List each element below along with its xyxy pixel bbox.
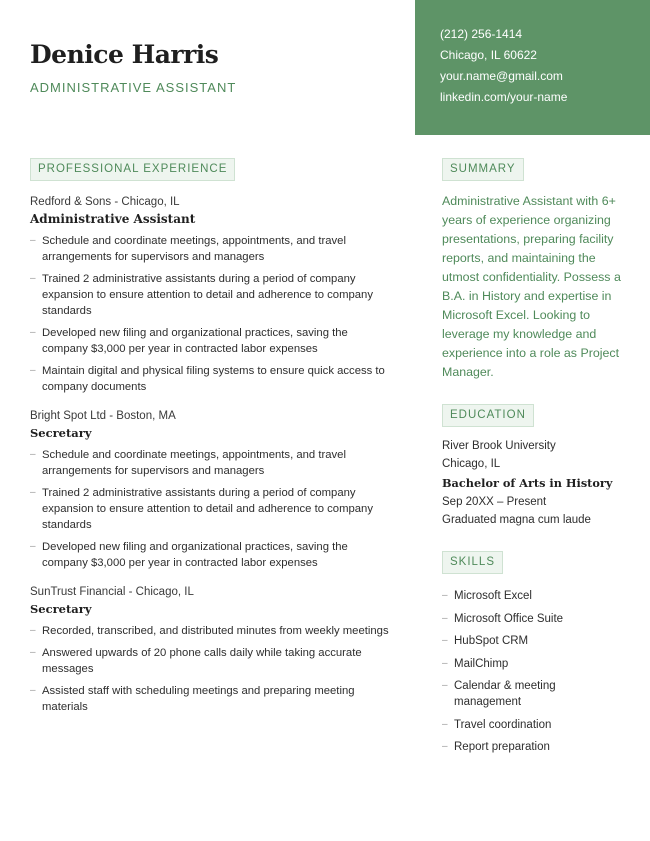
dash-icon: – [30,685,36,696]
experience-section [30,158,390,721]
job-company: Redford & Sons - Chicago, IL [30,196,180,208]
job-bullet [30,645,390,677]
dash-icon: – [442,718,448,730]
contact-email[interactable]: your.name@gmail.com [440,69,563,83]
job-bullet [30,623,390,639]
sidebar-column [442,158,622,762]
job-entry [30,585,390,715]
job-bullet [30,271,390,319]
education-section [442,404,622,529]
skills-section [442,551,622,755]
education-location: Chicago, IL [442,457,501,470]
dash-icon: – [30,235,36,246]
job-bullets [30,623,390,715]
contact-linkedin[interactable]: linkedin.com/your-name [440,90,568,104]
contact-location: Chicago, IL 60622 [440,48,537,62]
dash-icon: – [30,647,36,658]
skill-item [442,588,622,604]
job-bullet [30,485,390,533]
skill-item [442,717,622,733]
summary-heading: SUMMARY [442,158,524,181]
summary-section [442,158,622,382]
dash-icon: – [30,487,36,498]
skill-label: Travel coordination [454,718,552,731]
skill-item [442,678,622,710]
dash-icon: – [442,680,448,691]
skill-item [442,656,622,672]
skill-label: Calendar & meeting management [454,680,556,708]
job-bullet [30,539,390,571]
dash-icon: – [442,590,448,601]
job-bullet-text: Maintain digital and physical filing systems to ensure quick access to company documents [42,365,385,393]
job-bullet [30,363,390,395]
job-title: Secretary [30,602,92,616]
summary-text: Administrative Assistant with 6+ years of experience organizing presentations, preparing facility reports, and maintaining the utmost confidentiality. Possess a B.A. in History and expertise in Microsoft Excel. Looking to leverage my knowledge and experience into a role as Project Manager. [442,194,621,379]
job-bullet-text: Recorded, transcribed, and distributed minutes from weekly meetings [42,625,389,637]
skill-label: MailChimp [454,657,509,670]
job-entry [30,409,390,571]
job-bullet-text: Trained 2 administrative assistants during a period of company expansion to ensure attention to detail and adherence to company standards [42,487,373,531]
experience-heading: PROFESSIONAL EXPERIENCE [30,158,235,181]
dash-icon: – [30,365,36,376]
skill-label: Microsoft Excel [454,590,532,602]
education-entry [442,438,622,529]
job-entry [30,195,390,395]
skill-label: HubSpot CRM [454,635,529,647]
dash-icon: – [30,541,36,552]
job-bullets [30,233,390,395]
job-bullet [30,325,390,357]
job-bullet-text: Schedule and coordinate meetings, appointments, and travel arrangements for supervisors and managers [42,235,346,263]
resume-name: Denice Harris [30,40,219,69]
skills-heading: SKILLS [442,551,503,574]
job-bullet-text: Trained 2 administrative assistants during a period of company expansion to ensure attention to detail and adherence to company standards [42,273,373,317]
job-company: Bright Spot Ltd - Boston, MA [30,410,176,422]
job-bullet-text: Developed new filing and organizational practices, saving the company $3,000 per year in contracted labor expenses [42,541,348,569]
dash-icon: – [30,273,36,284]
job-bullet [30,683,390,715]
dash-icon: – [30,449,36,460]
contact-panel [415,0,650,135]
skill-item [442,633,622,649]
skill-item [442,739,622,755]
dash-icon: – [442,657,448,669]
job-bullet [30,233,390,265]
education-degree: Bachelor of Arts in History [442,476,613,490]
job-bullet [30,447,390,479]
contact-phone: (212) 256-1414 [440,27,523,41]
skills-list [442,588,622,755]
job-bullet-text: Schedule and coordinate meetings, appointments, and travel arrangements for supervisors and managers [42,449,346,477]
job-bullets [30,447,390,571]
skill-label: Report preparation [454,741,550,753]
job-title: Administrative Assistant [30,212,196,226]
education-dates: Sep 20XX – Present [442,496,547,508]
job-bullet-text: Developed new filing and organizational practices, saving the company $3,000 per year in contracted labor expenses [42,327,348,355]
dash-icon: – [442,635,448,646]
dash-icon: – [442,612,448,624]
job-bullet-text: Answered upwards of 20 phone calls daily while taking accurate messages [42,647,362,675]
job-company: SunTrust Financial - Chicago, IL [30,586,194,598]
skill-item [442,611,622,627]
resume-role: ADMINISTRATIVE ASSISTANT [30,80,237,95]
dash-icon: – [30,625,36,636]
skill-label: Microsoft Office Suite [454,612,564,625]
education-heading: EDUCATION [442,404,534,427]
dash-icon: – [30,327,36,338]
job-bullet-text: Assisted staff with scheduling meetings and preparing meeting materials [42,685,355,713]
education-school: River Brook University [442,440,556,452]
dash-icon: – [442,741,448,752]
education-honors: Graduated magna cum laude [442,513,591,526]
job-title: Secretary [30,426,92,440]
